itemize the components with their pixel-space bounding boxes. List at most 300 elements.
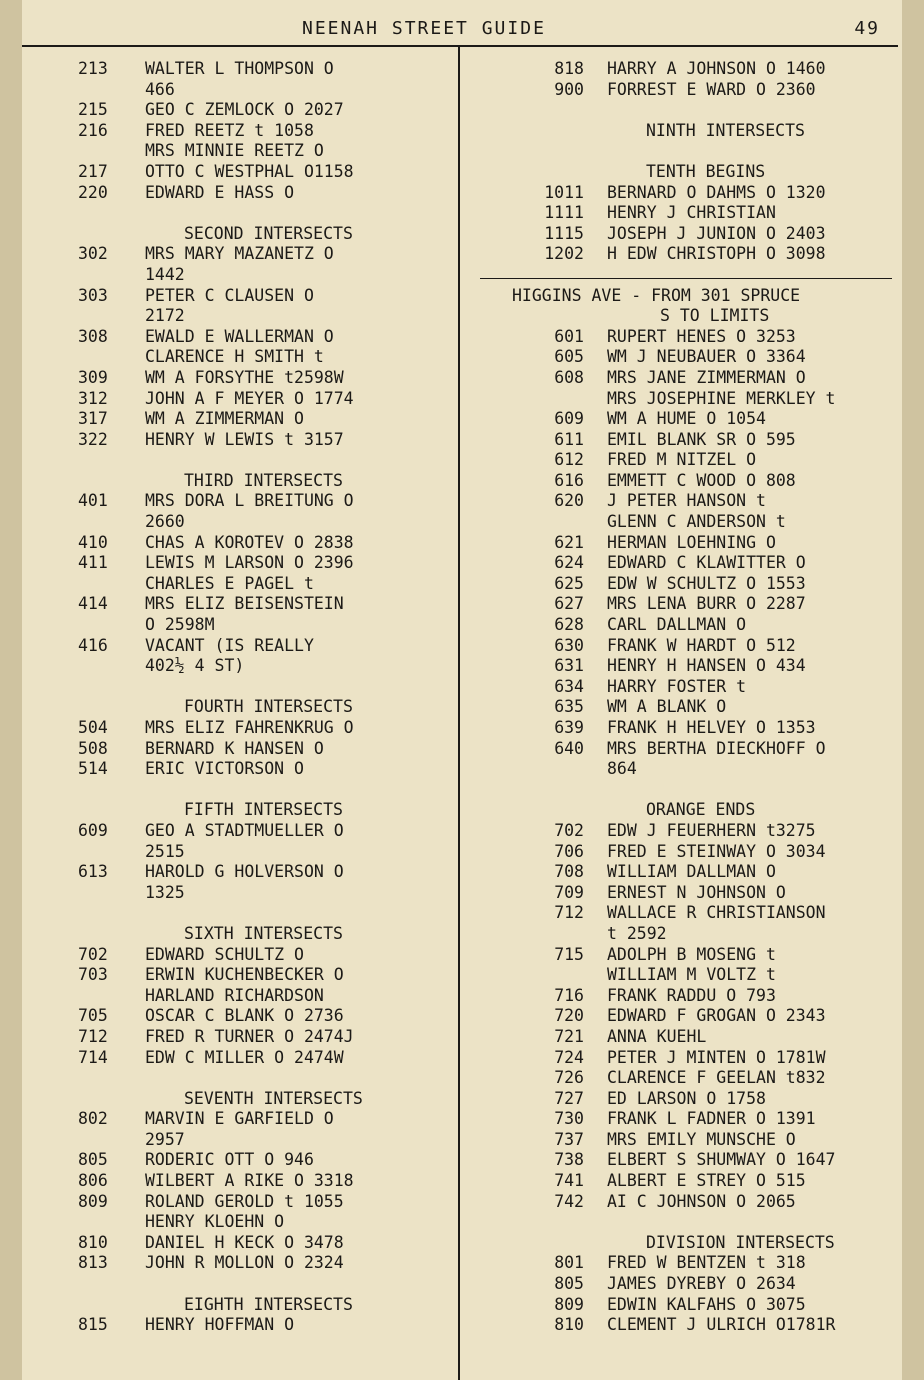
house-number: 612 [554, 450, 584, 470]
intersection-heading: SIXTH INTERSECTS [184, 923, 343, 943]
resident-name: CHAS A KOROTEV O 2838 [145, 532, 354, 552]
house-number: 317 [78, 409, 108, 429]
resident-name: MRS JANE ZIMMERMAN O [607, 367, 806, 387]
resident-name: t 2592 [607, 923, 667, 943]
resident-name: 466 [145, 79, 175, 99]
directory-entry [22, 615, 458, 636]
house-number: 621 [554, 532, 584, 552]
house-number: 1202 [544, 244, 584, 264]
resident-name: LEWIS M LARSON O 2396 [145, 553, 354, 573]
house-number: 414 [78, 594, 108, 614]
house-number: 601 [554, 326, 584, 346]
resident-name: OSCAR C BLANK O 2736 [145, 1006, 344, 1026]
street-title-cont: S TO LIMITS [660, 306, 770, 326]
house-number: 721 [554, 1026, 584, 1046]
spacer [460, 141, 902, 162]
directory-entry [22, 574, 458, 595]
house-number: 609 [78, 820, 108, 840]
directory-entry [460, 821, 902, 842]
house-number: 303 [78, 285, 108, 305]
directory-entry [460, 1109, 902, 1130]
intersection-heading: SEVENTH INTERSECTS [184, 1088, 363, 1108]
directory-entry [22, 389, 458, 410]
resident-name: WM A FORSYTHE t2598W [145, 367, 344, 387]
directory-entry [460, 491, 902, 512]
house-number: 308 [78, 326, 108, 346]
house-number: 609 [554, 409, 584, 429]
house-number: 726 [554, 1068, 584, 1088]
resident-name: EMMETT C WOOD O 808 [607, 470, 796, 490]
resident-name: FRED E STEINWAY O 3034 [607, 841, 826, 861]
directory-entry [460, 553, 902, 574]
directory-entry [22, 965, 458, 986]
section-rule [460, 265, 902, 286]
directory-entry [22, 327, 458, 348]
house-number: 714 [78, 1047, 108, 1067]
directory-entry [22, 842, 458, 863]
directory-entry [22, 430, 458, 451]
resident-name: PETER C CLAUSEN O [145, 285, 314, 305]
resident-name: MRS JOSEPHINE MERKLEY t [607, 388, 836, 408]
house-number: 738 [554, 1150, 584, 1170]
header-rule [22, 45, 898, 47]
house-number: 802 [78, 1109, 108, 1129]
directory-entry [22, 162, 458, 183]
directory-entry [22, 1315, 458, 1336]
house-number: 213 [78, 59, 108, 78]
resident-name: HENRY HOFFMAN O [145, 1315, 295, 1335]
house-number: 727 [554, 1088, 584, 1108]
resident-name: 864 [607, 759, 637, 779]
house-number: 741 [554, 1171, 584, 1191]
resident-name: 402½ 4 ST) [145, 656, 245, 676]
house-number: 705 [78, 1006, 108, 1026]
directory-entry [22, 306, 458, 327]
resident-name: MRS BERTHA DIECKHOFF O [607, 738, 826, 758]
resident-name: ERWIN KUCHENBECKER O [145, 965, 344, 985]
directory-entry [460, 1048, 902, 1069]
house-number: 809 [78, 1191, 108, 1211]
spacer [460, 1212, 902, 1233]
resident-name: MRS DORA L BREITUNG O [145, 491, 354, 511]
directory-entry [22, 1109, 458, 1130]
intersection-heading: THIRD INTERSECTS [184, 470, 343, 490]
directory-entry [22, 533, 458, 554]
house-number: 801 [554, 1253, 584, 1273]
resident-name: BERNARD K HANSEN O [145, 738, 324, 758]
directory-entry [460, 533, 902, 554]
directory-entry [460, 739, 902, 760]
directory-entry [460, 656, 902, 677]
directory-entry [460, 1089, 902, 1110]
resident-name: 2957 [145, 1129, 185, 1149]
resident-name: FRED W BENTZEN t 318 [607, 1253, 806, 1273]
directory-entry [22, 80, 458, 101]
directory-entry [460, 1068, 902, 1089]
resident-name: GLENN C ANDERSON t [607, 512, 786, 532]
house-number: 410 [78, 532, 108, 552]
house-number: 716 [554, 985, 584, 1005]
resident-name: HAROLD G HOLVERSON O [145, 862, 344, 882]
resident-name: EDW J FEUERHERN t3275 [607, 820, 816, 840]
house-number: 639 [554, 718, 584, 737]
resident-name: 2172 [145, 306, 185, 326]
directory-entry [460, 1130, 902, 1151]
resident-name: EWALD E WALLERMAN O [145, 326, 334, 346]
house-number: 709 [554, 882, 584, 902]
house-number: 703 [78, 965, 108, 985]
directory-entry [460, 697, 902, 718]
directory-entry [22, 347, 458, 368]
right-column [460, 59, 902, 1336]
house-number: 504 [78, 718, 108, 737]
directory-entry [22, 739, 458, 760]
house-number: 805 [554, 1274, 584, 1294]
directory-entry [22, 1006, 458, 1027]
house-number: 708 [554, 862, 584, 882]
intersection-heading: NINTH INTERSECTS [646, 120, 805, 140]
house-number: 813 [78, 1253, 108, 1273]
spacer [22, 450, 458, 471]
intersection-heading: DIVISION INTERSECTS [646, 1232, 835, 1252]
house-number: 322 [78, 429, 108, 449]
directory-entry [460, 924, 902, 945]
directory-entry [22, 100, 458, 121]
resident-name: FRED M NITZEL O [607, 450, 757, 470]
house-number: 631 [554, 656, 584, 676]
house-number: 810 [78, 1232, 108, 1252]
resident-name: EMIL BLANK SR O 595 [607, 429, 796, 449]
resident-name: GEO C ZEMLOCK O 2027 [145, 100, 344, 120]
directory-entry [22, 594, 458, 615]
directory-entry [22, 409, 458, 430]
house-number: 302 [78, 244, 108, 264]
resident-name: MRS MINNIE REETZ O [145, 141, 324, 161]
directory-entry [22, 265, 458, 286]
resident-name: FRANK H HELVEY O 1353 [607, 718, 816, 737]
directory-entry [460, 409, 902, 430]
page-title: NEENAH STREET GUIDE [302, 18, 546, 39]
directory-entry [460, 59, 902, 80]
directory-entry [22, 1027, 458, 1048]
resident-name: BERNARD O DAHMS O 1320 [607, 182, 826, 202]
directory-entry [460, 1274, 902, 1295]
house-number: 706 [554, 841, 584, 861]
house-number: 702 [554, 820, 584, 840]
house-number: 1011 [544, 182, 584, 202]
directory-entry [22, 1253, 458, 1274]
directory-entry [22, 656, 458, 677]
directory-entry [460, 903, 902, 924]
house-number: 620 [554, 491, 584, 511]
directory-entry [460, 203, 902, 224]
house-number: 815 [78, 1315, 108, 1335]
intersection-heading: TENTH BEGINS [646, 161, 766, 181]
house-number: 220 [78, 182, 108, 202]
directory-entry [460, 1315, 902, 1336]
resident-name: 2515 [145, 841, 185, 861]
resident-name: OTTO C WESTPHAL O1158 [145, 161, 354, 181]
resident-name: FRANK L FADNER O 1391 [607, 1109, 816, 1129]
house-number: 309 [78, 367, 108, 387]
house-number: 634 [554, 676, 584, 696]
resident-name: EDWARD E HASS O [145, 182, 295, 202]
directory-entry [22, 183, 458, 204]
house-number: 715 [554, 944, 584, 964]
directory-entry [460, 842, 902, 863]
house-number: 720 [554, 1006, 584, 1026]
spacer [22, 903, 458, 924]
resident-name: EDWARD C KLAWITTER O [607, 553, 806, 573]
directory-entry [460, 183, 902, 204]
house-number: 1115 [544, 223, 584, 243]
directory-entry [460, 389, 902, 410]
house-number: 217 [78, 161, 108, 181]
resident-name: ERIC VICTORSON O [145, 759, 304, 779]
resident-name: HENRY W LEWIS t 3157 [145, 429, 344, 449]
directory-entry [22, 883, 458, 904]
spacer [22, 203, 458, 224]
resident-name: MRS ELIZ BEISENSTEIN [145, 594, 344, 614]
house-number: 627 [554, 594, 584, 614]
directory-entry [460, 759, 902, 780]
directory-entry [460, 80, 902, 101]
resident-name: FORREST E WARD O 2360 [607, 79, 816, 99]
spacer [460, 100, 902, 121]
resident-name: EDWIN KALFAHS O 3075 [607, 1294, 806, 1314]
directory-entry [460, 244, 902, 265]
directory-entry [22, 1048, 458, 1069]
resident-name: MRS ELIZ FAHRENKRUG O [145, 718, 354, 737]
directory-entry [22, 862, 458, 883]
directory-entry [460, 1253, 902, 1274]
directory-entry [460, 327, 902, 348]
resident-name: HENRY J CHRISTIAN [607, 203, 776, 223]
resident-name: JAMES DYREBY O 2634 [607, 1274, 796, 1294]
house-number: 900 [554, 79, 584, 99]
resident-name: WALLACE R CHRISTIANSON [607, 903, 826, 923]
house-number: 416 [78, 635, 108, 655]
directory-entry [22, 1212, 458, 1233]
directory-entry [460, 1006, 902, 1027]
resident-name: HARRY FOSTER t [607, 676, 747, 696]
directory-entry [460, 368, 902, 389]
resident-name: CLEMENT J ULRICH O1781R [607, 1315, 836, 1335]
directory-entry [22, 141, 458, 162]
resident-name: WILBERT A RIKE O 3318 [145, 1171, 354, 1191]
directory-entry [22, 121, 458, 142]
directory-entry [22, 821, 458, 842]
house-number: 508 [78, 738, 108, 758]
spacer [22, 1068, 458, 1089]
house-number: 411 [78, 553, 108, 573]
house-number: 401 [78, 491, 108, 511]
resident-name: ANNA KUEHL [607, 1026, 707, 1046]
resident-name: WILLIAM M VOLTZ t [607, 965, 776, 985]
directory-entry [460, 512, 902, 533]
resident-name: CHARLES E PAGEL t [145, 573, 314, 593]
spacer [460, 780, 902, 801]
resident-name: HENRY H HANSEN O 434 [607, 656, 806, 676]
resident-name: ADOLPH B MOSENG t [607, 944, 776, 964]
house-number: 312 [78, 388, 108, 408]
directory-entry [460, 862, 902, 883]
directory-entry [22, 1171, 458, 1192]
resident-name: WM A ZIMMERMAN O [145, 409, 304, 429]
intersection-heading: EIGHTH INTERSECTS [184, 1294, 353, 1314]
house-number: 810 [554, 1315, 584, 1335]
directory-entry [460, 718, 902, 739]
resident-name: GEO A STADTMUELLER O [145, 820, 344, 840]
intersection-heading: FIFTH INTERSECTS [184, 800, 343, 820]
resident-name: PETER J MINTEN O 1781W [607, 1047, 826, 1067]
house-number: 640 [554, 738, 584, 758]
house-number: 215 [78, 100, 108, 120]
directory-entry [22, 1150, 458, 1171]
left-column [22, 59, 458, 1336]
resident-name: 1442 [145, 264, 185, 284]
resident-name: FRED R TURNER O 2474J [145, 1026, 354, 1046]
intersection-heading: ORANGE ENDS [646, 800, 756, 820]
directory-entry [22, 759, 458, 780]
house-number: 809 [554, 1294, 584, 1314]
directory-entry [460, 1295, 902, 1316]
intersection-heading: SECOND INTERSECTS [184, 223, 353, 243]
resident-name: AI C JOHNSON O 2065 [607, 1191, 796, 1211]
page-number: 49 [854, 18, 880, 39]
house-number: 608 [554, 367, 584, 387]
resident-name: WM A BLANK O [607, 697, 727, 717]
directory-entry [22, 512, 458, 533]
resident-name: WM A HUME O 1054 [607, 409, 766, 429]
resident-name: ERNEST N JOHNSON O [607, 882, 786, 902]
resident-name: FRED REETZ t 1058 [145, 120, 314, 140]
directory-entry [460, 615, 902, 636]
directory-entry [460, 1192, 902, 1213]
resident-name: VACANT (IS REALLY [145, 635, 314, 655]
directory-entry [22, 244, 458, 265]
resident-name: JOHN R MOLLON O 2324 [145, 1253, 344, 1273]
resident-name: ELBERT S SHUMWAY O 1647 [607, 1150, 836, 1170]
house-number: 730 [554, 1109, 584, 1129]
directory-entry [22, 491, 458, 512]
resident-name: EDWARD SCHULTZ O [145, 944, 304, 964]
spacer [22, 780, 458, 801]
resident-name: ALBERT E STREY O 515 [607, 1171, 806, 1191]
directory-entry [22, 1130, 458, 1151]
directory-entry [460, 965, 902, 986]
resident-name: HARLAND RICHARDSON [145, 985, 324, 1005]
house-number: 605 [554, 347, 584, 367]
resident-name: RODERIC OTT O 946 [145, 1150, 314, 1170]
resident-name: WM J NEUBAUER O 3364 [607, 347, 806, 367]
directory-entry [460, 1171, 902, 1192]
directory-entry [22, 1192, 458, 1213]
resident-name: JOHN A F MEYER O 1774 [145, 388, 354, 408]
directory-entry [460, 574, 902, 595]
resident-name: HERMAN LOEHNING O [607, 532, 776, 552]
house-number: 742 [554, 1191, 584, 1211]
house-number: 724 [554, 1047, 584, 1067]
directory-entry [460, 945, 902, 966]
page-header [22, 12, 902, 42]
house-number: 514 [78, 759, 108, 779]
house-number: 1111 [544, 203, 584, 223]
intersection-heading: FOURTH INTERSECTS [184, 697, 353, 717]
resident-name: 1325 [145, 882, 185, 902]
resident-name: O 2598M [145, 615, 215, 635]
resident-name: ED LARSON O 1758 [607, 1088, 766, 1108]
directory-entry [460, 677, 902, 698]
house-number: 628 [554, 615, 584, 635]
resident-name: EDWARD F GROGAN O 2343 [607, 1006, 826, 1026]
house-number: 613 [78, 862, 108, 882]
resident-name: FRANK W HARDT O 512 [607, 635, 796, 655]
resident-name: 2660 [145, 512, 185, 532]
directory-entry [22, 368, 458, 389]
resident-name: HENRY KLOEHN O [145, 1212, 285, 1232]
resident-name: JOSEPH J JUNION O 2403 [607, 223, 826, 243]
resident-name: ROLAND GEROLD t 1055 [145, 1191, 344, 1211]
directory-entry [22, 945, 458, 966]
directory-entry [460, 1150, 902, 1171]
directory-entry [460, 636, 902, 657]
house-number: 712 [554, 903, 584, 923]
directory-entry [460, 1027, 902, 1048]
directory-entry [460, 594, 902, 615]
house-number: 616 [554, 470, 584, 490]
resident-name: HARRY A JOHNSON O 1460 [607, 59, 826, 78]
house-number: 805 [78, 1150, 108, 1170]
directory-entry [460, 347, 902, 368]
resident-name: MRS MARY MAZANETZ O [145, 244, 334, 264]
house-number: 216 [78, 120, 108, 140]
resident-name: EDW C MILLER O 2474W [145, 1047, 344, 1067]
house-number: 818 [554, 59, 584, 78]
resident-name: RUPERT HENES O 3253 [607, 326, 796, 346]
resident-name: CLARENCE F GEELAN t832 [607, 1068, 826, 1088]
spacer [22, 1274, 458, 1295]
directory-entry [460, 224, 902, 245]
house-number: 625 [554, 573, 584, 593]
resident-name: H EDW CHRISTOPH O 3098 [607, 244, 826, 264]
directory-entry [460, 986, 902, 1007]
directory-entry [22, 718, 458, 739]
resident-name: MARVIN E GARFIELD O [145, 1109, 334, 1129]
house-number: 635 [554, 697, 584, 717]
resident-name: WALTER L THOMPSON O [145, 59, 334, 78]
directory-entry [460, 883, 902, 904]
directory-entry [22, 986, 458, 1007]
house-number: 702 [78, 944, 108, 964]
house-number: 712 [78, 1026, 108, 1046]
directory-entry [460, 471, 902, 492]
resident-name: WILLIAM DALLMAN O [607, 862, 776, 882]
resident-name: MRS LENA BURR O 2287 [607, 594, 806, 614]
house-number: 630 [554, 635, 584, 655]
resident-name: EDW W SCHULTZ O 1553 [607, 573, 806, 593]
directory-entry [22, 553, 458, 574]
spacer [22, 677, 458, 698]
directory-entry [460, 430, 902, 451]
resident-name: J PETER HANSON t [607, 491, 766, 511]
directory-entry [22, 59, 458, 80]
house-number: 611 [554, 429, 584, 449]
resident-name: MRS EMILY MUNSCHE O [607, 1129, 796, 1149]
resident-name: CLARENCE H SMITH t [145, 347, 324, 367]
directory-entry [22, 1233, 458, 1254]
directory-entry [460, 450, 902, 471]
